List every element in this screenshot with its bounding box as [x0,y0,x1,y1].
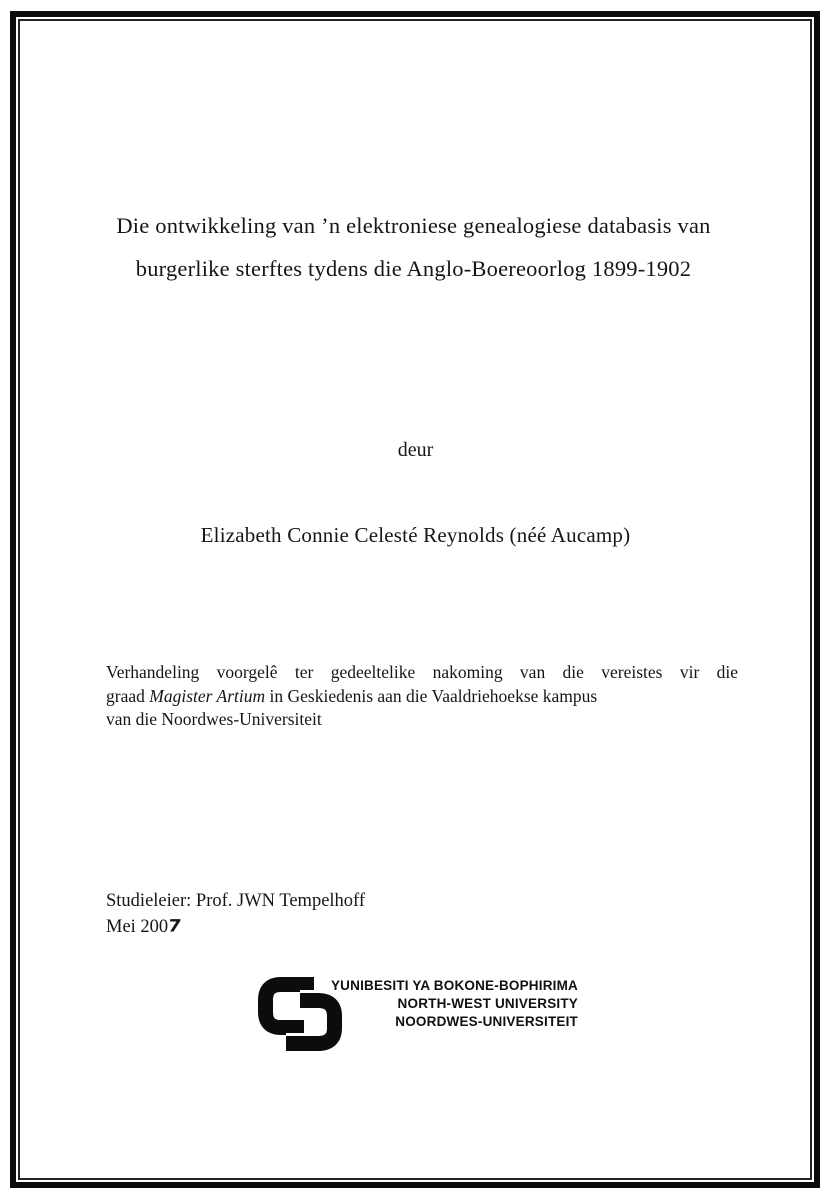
degree-statement-line2-prefix: graad [106,685,150,706]
byline-label: deur [397,439,434,461]
date-line [106,914,365,940]
supervisor-block [106,888,365,940]
date-prefix: Mei 200 [106,917,169,937]
university-name-english: NORTH-WEST UNIVERSITY [397,996,578,1011]
degree-statement-line2-suffix: in Geskiedenis aan die Vaaldriehoekse kampus [265,685,598,706]
thesis-title-line2: burgerlike sterftes tydens die Anglo-Boereoorlog 1899-1902 [135,255,692,281]
university-name-setswana: YUNIBESITI YA BOKONE-BOPHIRIMA [330,978,578,993]
university-names [316,977,578,1031]
author-name: Elizabeth Connie Celesté Reynolds (néé Aucamp) [200,523,631,547]
degree-statement-line2 [106,685,738,709]
university-name-afrikaans: NOORDWES-UNIVERSITEIT [395,1014,578,1029]
degree-statement [106,661,738,732]
degree-statement-line1: Verhandeling voorgelê ter gedeeltelike nakoming van die vereistes vir die [106,662,738,682]
thesis-title [48,205,779,290]
degree-name: Magister Artium [149,685,266,706]
thesis-title-line1: Die ontwikkeling van ’n elektroniese genealogiese databasis van [116,213,711,238]
date-digit: 7 [166,916,183,937]
supervisor-line: Studieleier: Prof. JWN Tempelhoff [106,891,366,911]
degree-statement-line3: van die Noordwes-Universiteit [106,709,322,729]
